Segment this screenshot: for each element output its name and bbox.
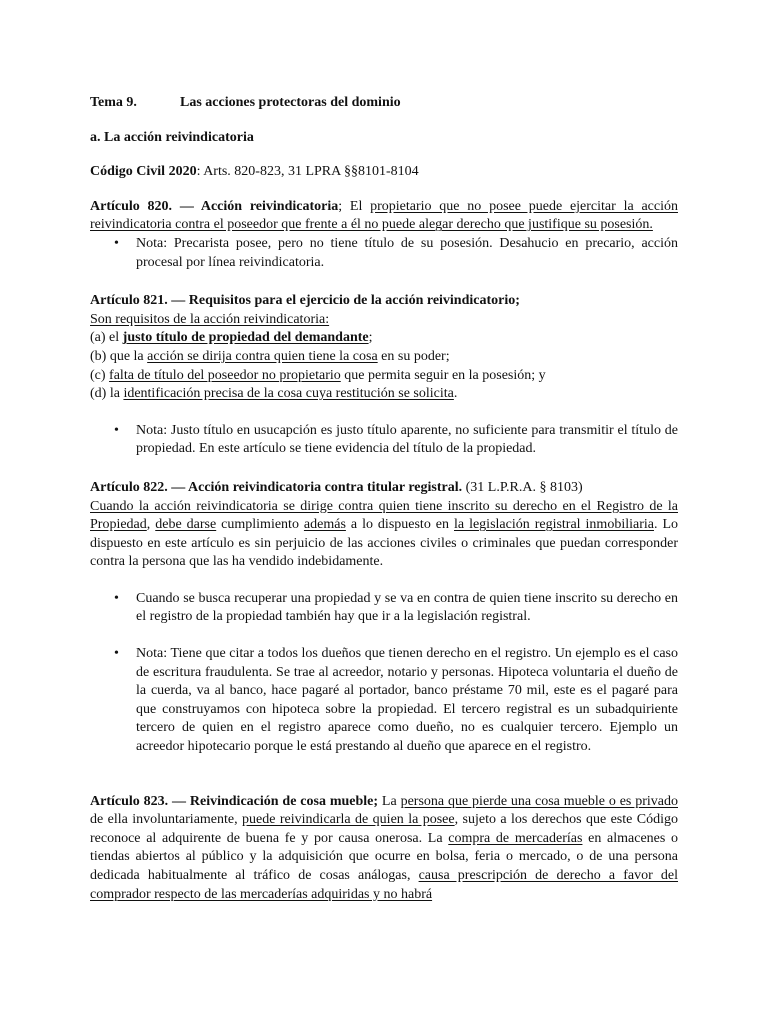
article-822: Artículo 822. — Acción reivindicatoria contra titular registral. (31 L.P.R.A. § 8103) Cuando la acción reivindicatoria se dirige contra quien tiene inscrito su derecho en el Registro de la Propiedad, debe darse cumplimiento además a lo dispuesto en la legislación registral inmobiliaria. Lo dispuesto en este artículo es sin perjuicio de las acciones civiles o criminales que puedan corresponder contra la persona que las ha vendido indebidamente. xyxy=(90,479,679,570)
requirement-a: (a) el justo título de propiedad del demandante; xyxy=(90,330,373,346)
list-item: • Nota: Justo título en usucapción es justo título aparente, no suficiente para transmitir el título de propiedad. En este artículo se tiene evidencia del título de la propiedad. xyxy=(90,422,678,459)
article-823-heading: Artículo 823. — Reivindicación de cosa mueble; xyxy=(90,793,379,809)
topic-name: Las acciones protectoras del dominio xyxy=(180,95,401,110)
codigo-reference: Código Civil 2020: Arts. 820-823, 31 LPRA §§8101-8104 xyxy=(90,164,419,180)
requirement-d: (d) la identificación precisa de la cosa cuya restitución se solicita. xyxy=(90,386,458,402)
article-821-notes xyxy=(90,422,678,459)
article-822-notes xyxy=(90,590,678,627)
list-item: • Nota: Tiene que citar a todos los dueños que tienen derecho en el registro. Un ejemplo es el caso de escritura fraudulenta. Se trae al acreedor, notario y personas. Hipoteca voluntaria el dueño de la cuerda, va al banco, hace pagaré al portador, banco préstame 70 mil, este es el pagaré para que construyamos con hipoteca sobre la propiedad. El tercero registral es un subadquiriente tercero de quien en el registro aparece como dueño, no es cualquier tercero. Ejemplo un acreedor hipotecario porque le está prestando al dueño que aparece en el registro. xyxy=(90,645,678,757)
article-821-intro: Son requisitos de la acción reivindicatoria: xyxy=(90,311,330,327)
requirement-c: (c) falta de título del poseedor no propietario que permita seguir en la posesión; y xyxy=(90,367,546,383)
list-item: • Nota: Precarista posee, pero no tiene título de su posesión. Desahucio en precario, acción procesal por línea reivindicatoria. xyxy=(90,235,678,272)
article-822-heading: Artículo 822. — Acción reivindicatoria contra titular registral. xyxy=(90,479,463,495)
topic-title xyxy=(90,94,678,113)
article-820: Artículo 820. — Acción reivindicatoria; El propietario que no posee puede ejercitar la acción reivindicatoria contra el poseedor que frente a él no puede alegar derecho que justifique su posesión. xyxy=(90,198,678,233)
requirement-b: (b) que la acción se dirija contra quien tiene la cosa en su poder; xyxy=(90,348,450,364)
article-821-heading: Artículo 821. — Requisitos para el ejercicio de la acción reivindicatorio; xyxy=(90,293,520,309)
section-heading: a. La acción reivindicatoria xyxy=(90,129,254,145)
article-823: Artículo 823. — Reivindicación de cosa mueble; La persona que pierde una cosa mueble o es privado de ella involuntariamente, puede reivindicarla de quien la posee, sujeto a los derechos que este Código reconoce al adquirente de buena fe y por causa onerosa. La compra de mercaderías en almacenes o tiendas abiertos al público y la adquisición que ocurre en bolsa, feria o mercado, o de una persona dedicada habitualmente al tráfico de cosas análogas, causa prescripción de derecho a favor del comprador respecto de las mercaderías adquiridas y no habrá xyxy=(90,793,679,902)
topic-number: Tema 9. xyxy=(90,95,137,110)
article-820-notes xyxy=(90,235,678,272)
list-item: • Cuando se busca recuperar una propiedad y se va en contra de quien tiene inscrito su derecho en el registro de la propiedad también hay que ir a la legislación registral. xyxy=(90,590,678,627)
article-822-notes-2 xyxy=(90,645,678,757)
article-820-heading: Artículo 820. — Acción reivindicatoria xyxy=(90,198,339,214)
